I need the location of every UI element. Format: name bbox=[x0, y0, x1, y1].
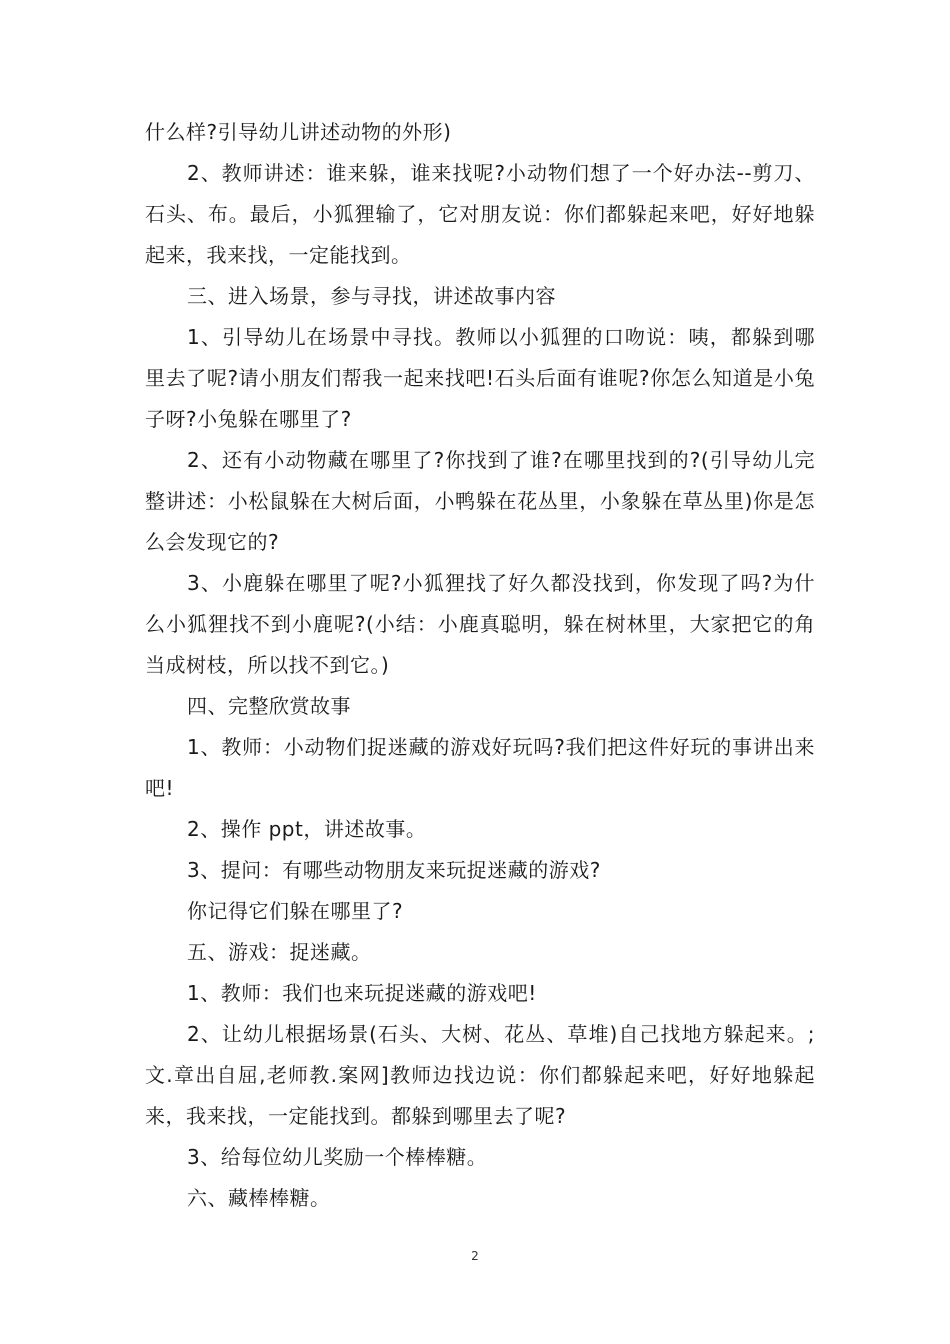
paragraph: 3、小鹿躲在哪里了呢?小狐狸找了好久都没找到，你发现了吗?为什么小狐狸找不到小鹿呢?(小结：小鹿真聪明，躲在树林里，大家把它的角当成树枝，所以找不到它。) bbox=[145, 571, 815, 677]
section-heading: 四、完整欣赏故事 bbox=[187, 694, 351, 718]
paragraph: 2、操作 ppt，讲述故事。 bbox=[187, 817, 427, 841]
paragraph: 3、提问：有哪些动物朋友来玩捉迷藏的游戏? bbox=[187, 858, 601, 882]
paragraph: 1、引导幼儿在场景中寻找。教师以小狐狸的口吻说：咦，都躲到哪里去了呢?请小朋友们帮我一起来找吧!石头后面有谁呢?你怎么知道是小兔子呀?小兔躲在哪里了? bbox=[145, 325, 815, 431]
section-heading: 五、游戏：捉迷藏。 bbox=[187, 940, 372, 964]
paragraph: 什么样?引导幼儿讲述动物的外形) bbox=[145, 120, 452, 144]
paragraph: 1、教师：小动物们捉迷藏的游戏好玩吗?我们把这件好玩的事讲出来吧! bbox=[145, 735, 815, 800]
paragraph: 2、还有小动物藏在哪里了?你找到了谁?在哪里找到的?(引导幼儿完整讲述：小松鼠躲在大树后面，小鸭躲在花丛里，小象躲在草丛里)你是怎么会发现它的? bbox=[145, 448, 815, 554]
paragraph: 2、让幼儿根据场景(石头、大树、花丛、草堆)自己找地方躲起来。;文.章出自屈,老师教.案网]教师边找边说：你们都躲起来吧，好好地躲起来，我来找，一定能找到。都躲到哪里去了呢? bbox=[145, 1022, 815, 1128]
paragraph: 3、给每位幼儿奖励一个棒棒糖。 bbox=[187, 1145, 488, 1169]
page-number: 2 bbox=[471, 1249, 479, 1263]
paragraph: 1、教师：我们也来玩捉迷藏的游戏吧! bbox=[187, 981, 537, 1005]
section-heading: 三、进入场景，参与寻找，讲述故事内容 bbox=[187, 284, 556, 308]
document-body bbox=[145, 112, 815, 1219]
paragraph: 2、教师讲述：谁来躲，谁来找呢?小动物们想了一个好办法--剪刀、石头、布。最后，小狐狸输了，它对朋友说：你们都躲起来吧，好好地躲起来，我来找，一定能找到。 bbox=[145, 161, 815, 267]
paragraph: 你记得它们躲在哪里了? bbox=[187, 899, 404, 923]
section-heading: 六、藏棒棒糖。 bbox=[187, 1186, 331, 1210]
